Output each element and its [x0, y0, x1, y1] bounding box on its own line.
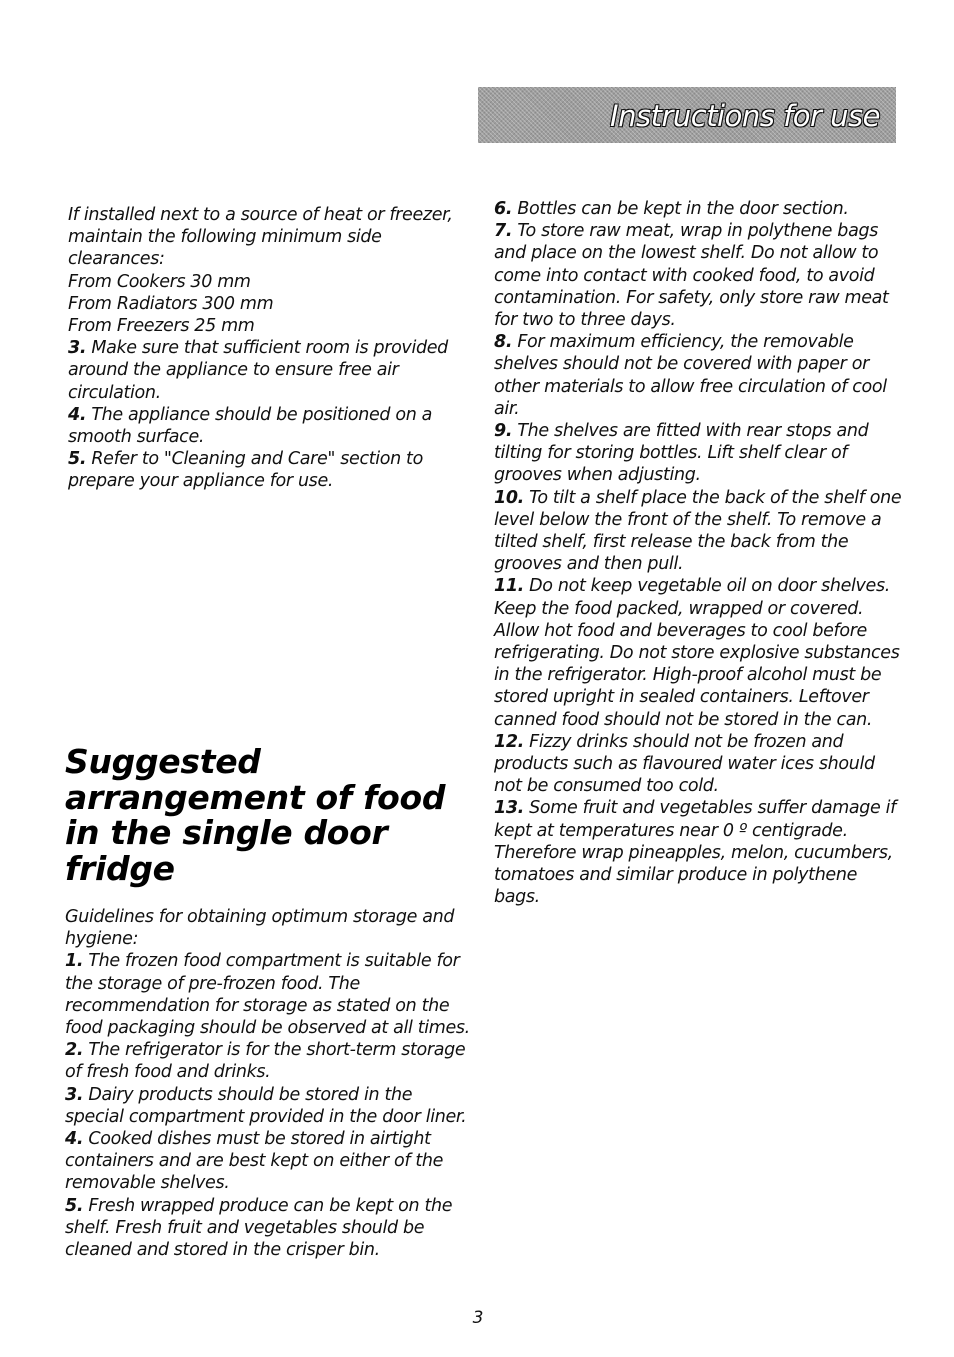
- item-number: 11.: [494, 576, 524, 597]
- item-text: Cooked dishes must be stored in airtight containers and are best kept on either of the removable shelves.: [65, 1129, 444, 1194]
- section-heading: Suggested arrangement of food in the single door fridge: [65, 742, 446, 888]
- guideline-item: [65, 1128, 470, 1195]
- item-number: 2.: [65, 1040, 84, 1061]
- item-text: Fizzy drinks should not be frozen and products such as flavoured water ices should not be consumed too cold.: [494, 731, 875, 797]
- item-text: To tilt a shelf place the back of the shelf one level below the front of the shelf. To remove a tilted shelf, first release the back from the grooves and then pull.: [494, 487, 902, 575]
- guideline-item: [494, 731, 902, 798]
- guidelines-intro: Guidelines for obtaining optimum storage and hygiene:: [65, 907, 455, 950]
- item-number: 8.: [494, 332, 513, 353]
- item-number: 13.: [494, 798, 524, 819]
- clearance-cookers: From Cookers 30 mm: [68, 271, 251, 292]
- item-number: 6.: [494, 199, 513, 219]
- guideline-item: [494, 487, 902, 576]
- guideline-item: [65, 1195, 470, 1262]
- item-text: Dairy products should be stored in the special compartment provided in the door liner.: [65, 1084, 467, 1127]
- guideline-item: [65, 950, 470, 1039]
- clearance-intro: If installed next to a source of heat or freezer, maintain the following minimum side clearances:: [68, 205, 453, 270]
- header-title: Instructions for use: [610, 99, 880, 133]
- item-text: The appliance should be positioned on a smooth surface.: [68, 404, 433, 448]
- item-text: Make sure that sufficient room is provided around the appliance to ensure free air circulation.: [68, 338, 448, 403]
- guideline-item: [494, 220, 902, 331]
- instruction-item: [68, 448, 470, 492]
- item-text: Do not keep vegetable oil on door shelves. Keep the food packed, wrapped or covered. Allow hot food and beverages to cool before refrigerating. Do not store explosive substances in the refrigerator. High-proof alcohol must be stored upright in sealed containers. Leftover canned food should not be stored in the can.: [494, 576, 900, 730]
- instruction-item: [68, 337, 470, 404]
- guideline-item: [494, 420, 902, 487]
- item-number: 7.: [494, 221, 513, 242]
- guideline-item: [65, 1039, 470, 1083]
- page-number: 3: [472, 1308, 484, 1328]
- item-number: 12.: [494, 731, 524, 752]
- item-number: 10.: [494, 487, 524, 508]
- item-number: 5.: [68, 449, 87, 470]
- item-number: 3.: [68, 338, 87, 359]
- storage-guidelines-continued: [494, 198, 902, 909]
- item-text: To store raw meat, wrap in polythene bags and place on the lowest shelf. Do not allow to come into contact with cooked food, to avoid contamination. For safety, only store raw meat for two to three days.: [494, 221, 889, 331]
- guideline-item: [65, 1084, 470, 1128]
- item-number: 3.: [65, 1084, 84, 1105]
- guideline-item: [494, 198, 902, 220]
- item-number: 1.: [65, 951, 84, 972]
- storage-guidelines-text: [65, 906, 470, 1261]
- item-text: Some fruit and vegetables suffer damage if kept at temperatures near 0 º centigrade. Therefore wrap pineapples, melon, cucumbers, tomatoes and similar produce in polythene bags.: [494, 798, 896, 908]
- guideline-item: [494, 575, 902, 730]
- item-text: The shelves are fitted with rear stops and tilting for storing bottles. Lift shelf clear of grooves when adjusting.: [494, 421, 869, 486]
- installation-clearances-text: [68, 204, 470, 493]
- instruction-item: [68, 404, 470, 448]
- item-number: 5.: [65, 1195, 84, 1216]
- section-header-bar: [478, 87, 896, 143]
- item-text: Bottles can be kept in the door section.: [512, 199, 849, 219]
- item-text: The refrigerator is for the short-term storage of fresh food and drinks.: [65, 1040, 466, 1083]
- item-number: 9.: [494, 421, 513, 442]
- item-text: Fresh wrapped produce can be kept on the shelf. Fresh fruit and vegetables should be cleaned and stored in the crisper bin.: [65, 1195, 453, 1261]
- item-text: Refer to "Cleaning and Care" section to prepare your appliance for use.: [68, 449, 423, 492]
- item-number: 4.: [65, 1129, 84, 1150]
- clearance-freezers: From Freezers 25 mm: [68, 316, 255, 337]
- item-text: The frozen food compartment is suitable for the storage of pre-frozen food. The recommendation for storage as stated on the food packaging should be observed at all times.: [65, 951, 470, 1039]
- guideline-item: [494, 797, 902, 908]
- guideline-item: [494, 331, 902, 420]
- item-number: 4.: [68, 404, 87, 425]
- clearance-radiators: From Radiators 300 mm: [68, 293, 274, 314]
- item-text: For maximum efficiency, the removable shelves should not be covered with paper or other materials to allow free circulation of cool air.: [494, 332, 887, 419]
